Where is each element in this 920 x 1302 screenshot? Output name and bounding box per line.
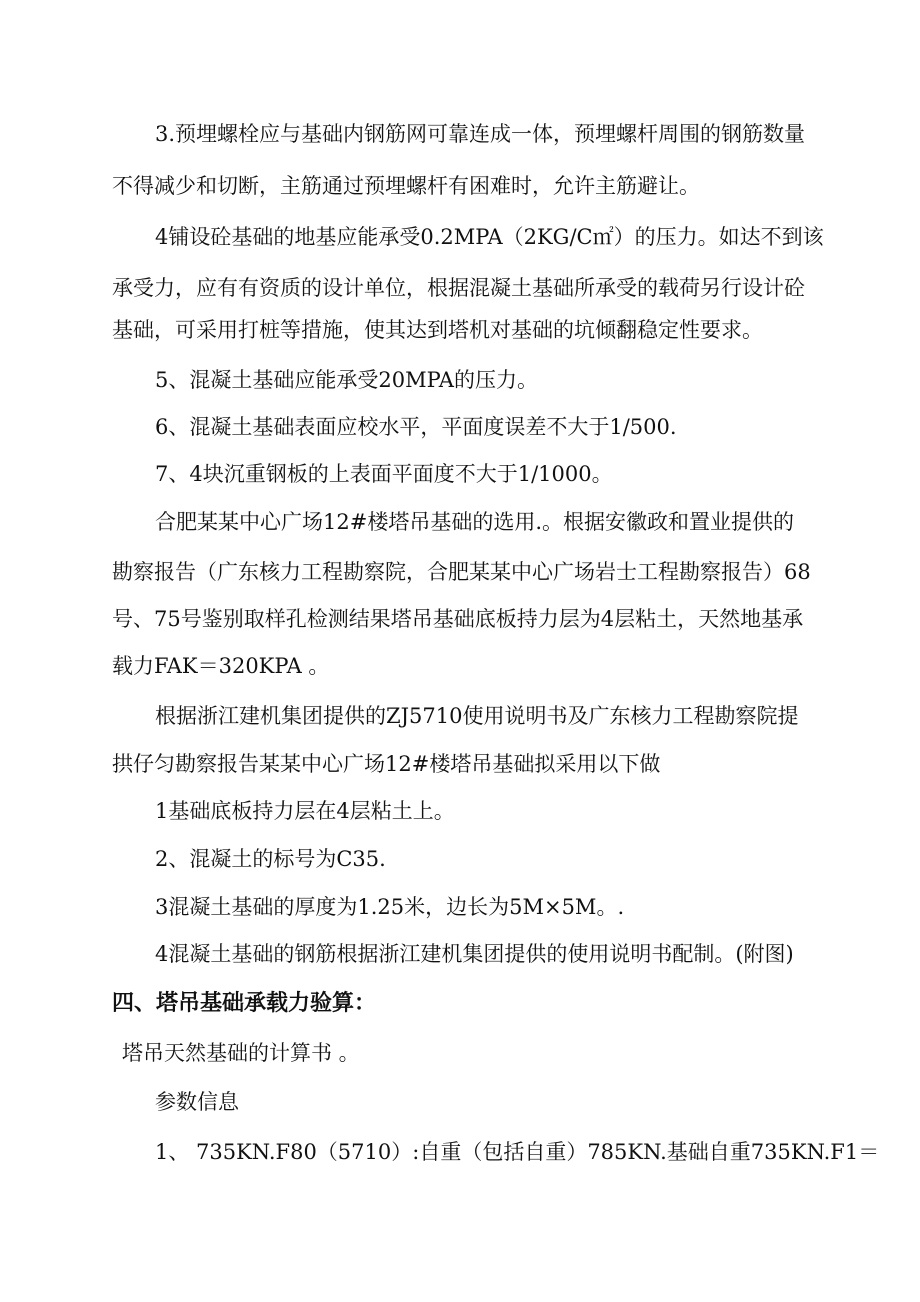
parameter-info-label: 参数信息 (155, 1090, 239, 1114)
item-4-reinforcement: 4混凝土基础的钢筋根据浙江建机集团提供的使用说明书配制。(附图) (155, 942, 794, 966)
paragraph-4-line-2: 承受力，应有有资质的设计单位，根据混凝土基础所承受的载荷另行设计砼 (112, 276, 805, 300)
item-3-thickness: 3混凝土基础的厚度为1.25米，边长为5M×5M。. (155, 895, 625, 919)
paragraph-5: 5、混凝土基础应能承受20MPA的压力。 (155, 368, 538, 392)
paragraph-selection-line-4: 载力FAK＝320KPA 。 (112, 654, 330, 678)
item-2-concrete-grade: 2、混凝土的标号为C35. (155, 847, 386, 871)
calc-book-title: 塔吊天然基础的计算书 。 (122, 1041, 360, 1065)
paragraph-selection-line-2: 勘察报告（广东核力工程勘察院，合肥某某中心广场岩士工程勘察报告）68 (112, 560, 811, 584)
paragraph-4-line-3: 基础，可采用打桩等措施，使其达到塔机对基础的坑倾翻稳定性要求。 (112, 318, 763, 342)
item-1-bearing-layer: 1基础底板持力层在4层粘土上。 (155, 799, 455, 823)
paragraph-basis-line-1: 根据浙江建机集团提供的ZJ5710使用说明书及广东核力工程勘察院提 (155, 704, 799, 728)
section-heading: 四、塔吊基础承载力验算： (112, 991, 377, 1016)
paragraph-6: 6、混凝土基础表面应校水平，平面度误差不大于1/500. (155, 415, 677, 439)
paragraph-selection-line-1: 合肥某某中心广场12#楼塔吊基础的选用.。根据安徽政和置业提供的 (155, 510, 794, 534)
paragraph-4-line-1: 4铺设砼基础的地基应能承受0.2MPA（2KG/C㎡）的压力。如达不到该 (155, 225, 824, 249)
paragraph-3-line-2: 不得减少和切断，主筋通过预埋螺杆有困难时，允许主筋避让。 (112, 174, 700, 198)
parameter-item-1: 1、 735KN.F80（5710）:自重（包括自重）785KN.基础自重735KN.F1＝ (155, 1140, 880, 1164)
paragraph-selection-line-3: 号、75号鉴别取样孔检测结果塔吊基础底板持力层为4层粘土，天然地基承 (112, 607, 804, 631)
paragraph-basis-line-2: 拱仔匀勘察报告某某中心广场12#楼塔吊基础拟采用以下做 (112, 752, 661, 776)
paragraph-7: 7、4块沉重钢板的上表面平面度不大于1/1000。 (155, 462, 613, 486)
paragraph-3-line-1: 3.预埋螺栓应与基础内钢筋网可靠连成一体，预埋螺杆周围的钢筋数量 (155, 122, 806, 146)
